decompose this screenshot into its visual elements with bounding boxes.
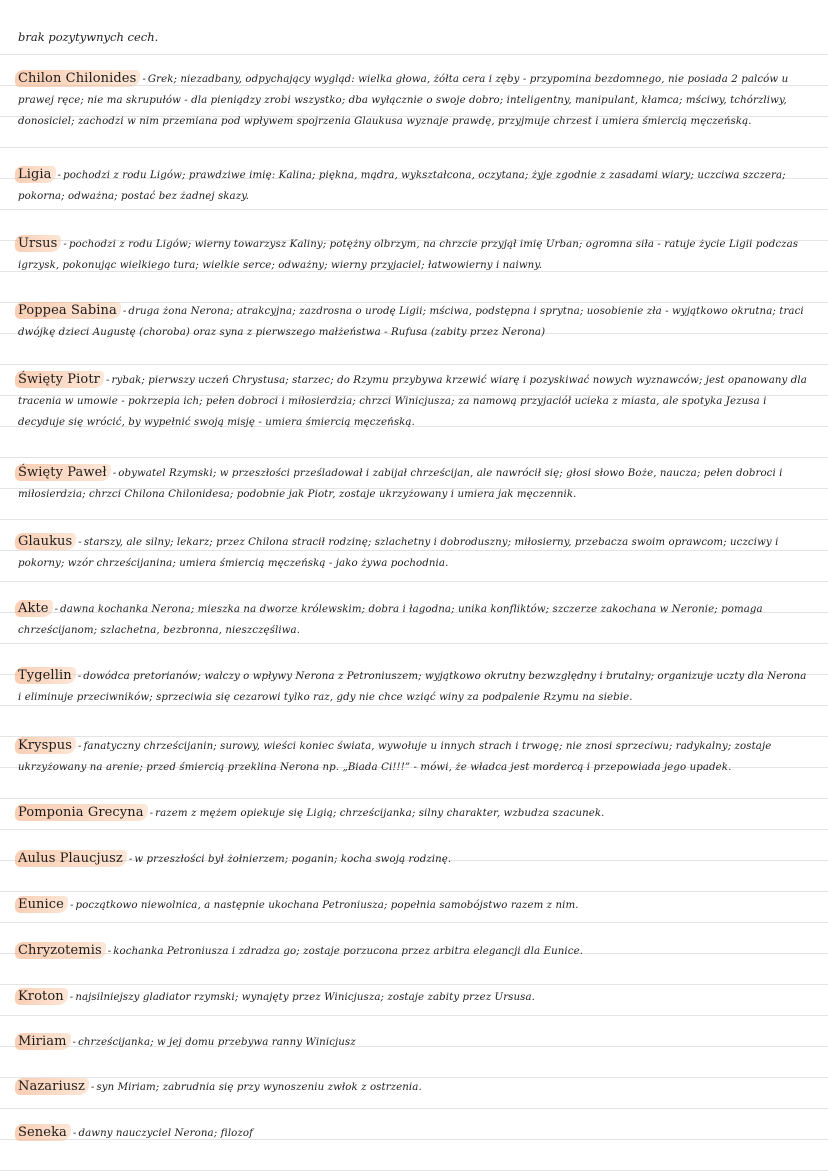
character-description: najsilniejszy gladiator rzymski; wynajęty przez Winicjusza; zostaje zabity przez Ursusa. — [75, 992, 536, 1003]
character-name: Eunice — [15, 896, 68, 913]
character-description: początkowo niewolnica, a następnie ukochana Petroniusza; popełnia samobójstwo razem z nim. — [75, 900, 579, 911]
character-entry: Miriam - chrześcijanka; w jej domu przebywa ranny Winicjusz — [18, 1031, 812, 1053]
character-name: Święty Piotr — [15, 371, 104, 388]
character-name: Święty Paweł — [15, 464, 111, 481]
character-name: Ligia — [15, 166, 56, 183]
character-name: Glaukus — [15, 533, 76, 550]
character-description: rybak; pierwszy uczeń Chrystusa; starzec; do Rzymu przybywa krzewić wiarę i pozyskiwać nowych wyznawców; jest opanowany dla tracenia w umowie - pokrzepia ich; pełen dobroci i miłosierdzia; chrzci Winicjusza; za namową przyjaciół ucieka z miasta, ale spotyka Jezusa i decyduje się wrócić, by wypełnić swoją misję - umiera śmiercią męczeńską. — [18, 375, 807, 428]
character-description: starszy, ale silny; lekarz; przez Chilona stracił rodzinę; szlachetny i dobroduszny; miłosierny, przebacza swoim oprawcom; uczciwy i pokorny; wzór chrześcijanina; umiera śmiercią męczeńską - jako żywa pochodnia. — [18, 537, 779, 569]
character-description: chrześcijanka; w jej domu przebywa ranny Winicjusz — [78, 1037, 356, 1048]
character-entry: Ursus - pochodzi z rodu Ligów; wierny towarzysz Kaliny; potężny olbrzym, na chrzcie przyjął imię Urban; ogromna siła - ratuje życie Ligii podczas igrzysk, pokonując wielkiego tura; wielkie serce; odważny; wierny przyjaciel; łatwowierny i naiwny. — [18, 233, 812, 276]
character-description: pochodzi z rodu Ligów; wierny towarzysz Kaliny; potężny olbrzym, na chrzcie przyjął imię Urban; ogromna siła - ratuje życie Ligii podczas igrzysk, pokonując wielkiego tura; wielkie serce; odważny; wierny przyjaciel; łatwowierny i naiwny. — [18, 239, 799, 271]
character-entry: Glaukus - starszy, ale silny; lekarz; przez Chilona stracił rodzinę; szlachetny i dobroduszny; miłosierny, przebacza swoim oprawcom; uczciwy i pokorny; wzór chrześcijanina; umiera śmiercią męczeńską - jako żywa pochodnia. — [18, 531, 812, 574]
character-name: Chilon Chilonides — [15, 70, 140, 87]
character-name: Seneka — [15, 1124, 71, 1141]
character-description: dawna kochanka Nerona; mieszka na dworze królewskim; dobra i łagodna; unika konfliktów; szczerze zakochana w Neronie; pomaga chrześcijanom; szlachetna, bezbronna, nieszczęśliwa. — [18, 604, 763, 636]
character-name: Kryspus — [15, 737, 76, 754]
character-description: razem z mężem opiekuje się Ligią; chrześcijanka; silny charakter, wzbudza szacunek. — [155, 808, 605, 819]
character-entry: Aulus Plaucjusz - w przeszłości był żołnierzem; poganin; kocha swoją rodzinę. — [18, 848, 812, 870]
character-entry: Chryzotemis - kochanka Petroniusza i zdradza go; zostaje porzucona przez arbitra elegancji dla Eunice. — [18, 940, 812, 962]
character-description: dowódca pretorianów; walczy o wpływy Nerona z Petroniuszem; wyjątkowo okrutny bezwzględny i brutalny; organizuje uczty dla Nerona i eliminuje przeciwników; sprzeciwia się cezarowi tylko raz, gdy nie chce wziąć winy za podpalenie Rzymu na siebie. — [18, 671, 807, 703]
character-description: w przeszłości był żołnierzem; poganin; kocha swoją rodzinę. — [134, 854, 452, 865]
character-name: Miriam — [15, 1033, 71, 1050]
character-entry: Seneka - dawny nauczyciel Nerona; filozof — [18, 1122, 812, 1144]
character-entry: Święty Piotr - rybak; pierwszy uczeń Chrystusa; starzec; do Rzymu przybywa krzewić wiarę i pozyskiwać nowych wyznawców; jest opanowany dla tracenia w umowie - pokrzepia ich; pełen dobroci i miłosierdzia; chrzci Winicjusza; za namową przyjaciół ucieka z miasta, ale spotyka Jezusa i decyduje się wrócić, by wypełnić swoją misję - umiera śmiercią męczeńską. — [18, 369, 812, 433]
character-entry: Tygellin - dowódca pretorianów; walczy o wpływy Nerona z Petroniuszem; wyjątkowo okrutny bezwzględny i brutalny; organizuje uczty dla Nerona i eliminuje przeciwników; sprzeciwia się cezarowi tylko raz, gdy nie chce wziąć winy za podpalenie Rzymu na siebie. — [18, 665, 812, 708]
character-name: Pomponia Grecyna — [15, 804, 148, 821]
character-description: pochodzi z rodu Ligów; prawdziwe imię: Kalina; piękna, mądra, wykształcona, oczytana; żyje zgodnie z zasadami wiary; uczciwa szczera; pokorna; odważna; postać bez żadnej skazy. — [18, 170, 786, 202]
character-description: kochanka Petroniusza i zdradza go; zostaje porzucona przez arbitra elegancji dla Eunice. — [113, 946, 584, 957]
character-name: Ursus — [15, 235, 61, 252]
character-description: syn Miriam; zabrudnia się przy wynoszeniu zwłok z ostrzenia. — [96, 1082, 422, 1093]
character-entry: Eunice - początkowo niewolnica, a następnie ukochana Petroniusza; popełnia samobójstwo razem z nim. — [18, 894, 812, 916]
character-name: Aulus Plaucjusz — [15, 850, 127, 867]
character-entry: Kroton - najsilniejszy gladiator rzymski; wynajęty przez Winicjusza; zostaje zabity przez Ursusa. — [18, 986, 812, 1008]
character-name: Poppea Sabina — [15, 302, 121, 319]
character-description: druga żona Nerona; atrakcyjna; zazdrosna o urodę Ligii; mściwa, podstępna i sprytna; uosobienie zła - wyjątkowo okrutna; traci dwójkę dzieci Augustę (choroba) oraz syna z pierwszego małżeństwa - Rufusa (zabity przez Nerona) — [18, 306, 804, 338]
character-name: Nazariusz — [15, 1078, 89, 1095]
character-entry: Pomponia Grecyna - razem z mężem opiekuje się Ligią; chrześcijanka; silny charakter, wzbudza szacunek. — [18, 802, 812, 824]
character-name: Akte — [15, 600, 53, 617]
character-entry: Poppea Sabina - druga żona Nerona; atrakcyjna; zazdrosna o urodę Ligii; mściwa, podstępna i sprytna; uosobienie zła - wyjątkowo okrutna; traci dwójkę dzieci Augustę (choroba) oraz syna z pierwszego małżeństwa - Rufusa (zabity przez Nerona) — [18, 300, 812, 343]
character-entry: Święty Paweł - obywatel Rzymski; w przeszłości prześladował i zabijał chrześcijan, ale nawrócił się; głosi słowo Boże, naucza; pełen dobroci i miłosierdzia; chrzci Chilona Chilonidesa; podobnie jak Piotr, zostaje ukrzyżowany i umiera jak męczennik. — [18, 462, 812, 505]
character-entry: Chilon Chilonides - Grek; niezadbany, odpychający wygląd: wielka głowa, żółta cera i zęby - przypomina bezdomnego, nie posiada 2 palców u prawej ręce; nie ma skrupułów - dla pieniądzy zrobi wszystko; dba wyłącznie o swoje dobro; inteligentny, manipulant, kłamca; mściwy, tchórzliwy, donosiciel; zachodzi w nim przemiana pod wpływem spojrzenia Glaukusa wyznaje prawdę, przyjmuje chrzest i umiera śmiercią męczeńską. — [18, 68, 812, 132]
character-name: Chryzotemis — [15, 942, 106, 959]
character-name: Tygellin — [15, 667, 76, 684]
intro-line: brak pozytywnych cech. — [18, 30, 159, 44]
character-description: obywatel Rzymski; w przeszłości prześladował i zabijał chrześcijan, ale nawrócił się; głosi słowo Boże, naucza; pełen dobroci i miłosierdzia; chrzci Chilona Chilonidesa; podobnie jak Piotr, zostaje ukrzyżowany i umiera jak męczennik. — [18, 468, 783, 500]
character-entry: Akte - dawna kochanka Nerona; mieszka na dworze królewskim; dobra i łagodna; unika konfliktów; szczerze zakochana w Neronie; pomaga chrześcijanom; szlachetna, bezbronna, nieszczęśliwa. — [18, 598, 812, 641]
character-entry: Kryspus - fanatyczny chrześcijanin; surowy, wieści koniec świata, wywołuje u innych strach i trwogę; nie znosi sprzeciwu; radykalny; zostaje ukrzyżowany na arenie; przed śmiercią przeklina Nerona np. „Biada Ci!!!” - mówi, że władca jest mordercą i przepowiada jego upadek. — [18, 735, 812, 778]
character-entry: Ligia - pochodzi z rodu Ligów; prawdziwe imię: Kalina; piękna, mądra, wykształcona, oczytana; żyje zgodnie z zasadami wiary; uczciwa szczera; pokorna; odważna; postać bez żadnej skazy. — [18, 164, 812, 207]
character-description: Grek; niezadbany, odpychający wygląd: wielka głowa, żółta cera i zęby - przypomina bezdomnego, nie posiada 2 palców u prawej ręce; nie ma skrupułów - dla pieniądzy zrobi wszystko; dba wyłącznie o swoje dobro; inteligentny, manipulant, kłamca; mściwy, tchórzliwy, donosiciel; zachodzi w nim przemiana pod wpływem spojrzenia Glaukusa wyznaje prawdę, przyjmuje chrzest i umiera śmiercią męczeńską. — [18, 74, 789, 127]
character-description: dawny nauczyciel Nerona; filozof — [78, 1128, 253, 1139]
character-entry: Nazariusz - syn Miriam; zabrudnia się przy wynoszeniu zwłok z ostrzenia. — [18, 1076, 812, 1098]
character-name: Kroton — [15, 988, 68, 1005]
character-description: fanatyczny chrześcijanin; surowy, wieści koniec świata, wywołuje u innych strach i trwogę; nie znosi sprzeciwu; radykalny; zostaje ukrzyżowany na arenie; przed śmiercią przeklina Nerona np. „Biada Ci!!!” - mówi, że władca jest mordercą i przepowiada jego upadek. — [18, 741, 772, 773]
